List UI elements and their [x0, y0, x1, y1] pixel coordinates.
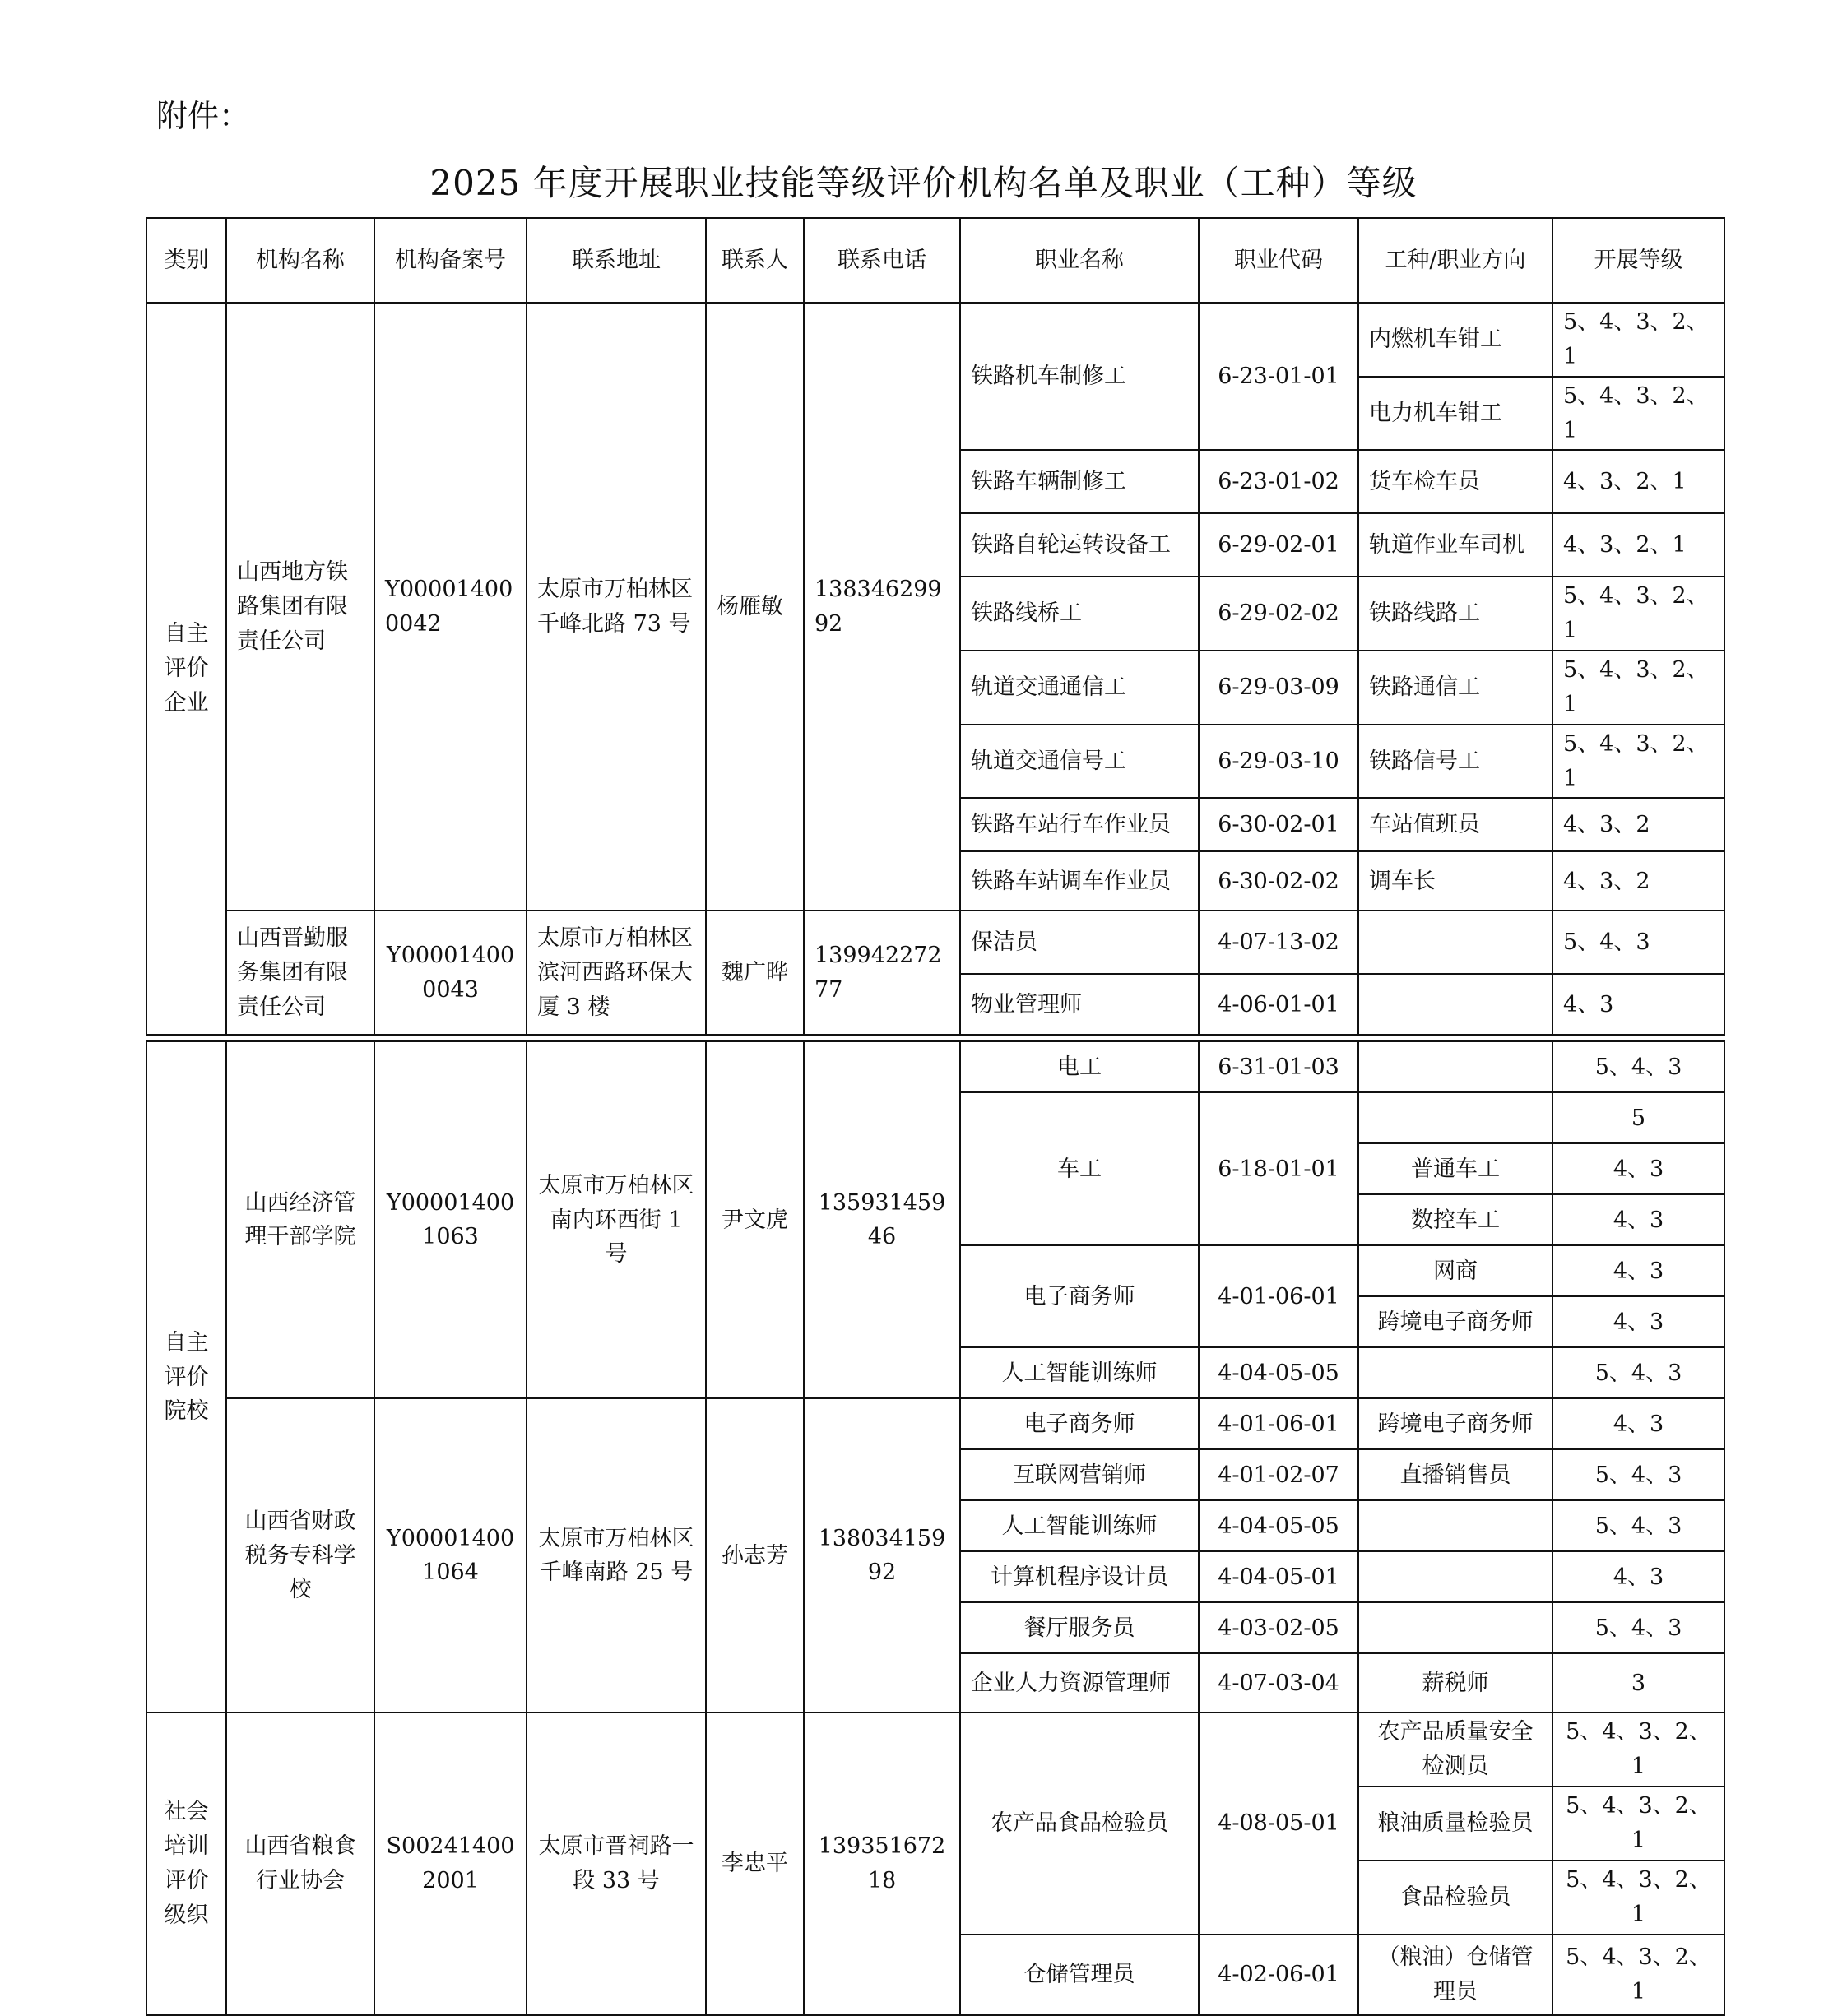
- work-direction: [1358, 974, 1552, 1035]
- work-direction: 电力机车钳工: [1358, 377, 1552, 451]
- levels: 5、4、3、2、1: [1552, 1935, 1724, 2015]
- occupation-name: 计算机程序设计员: [960, 1551, 1199, 1602]
- occupation-name: 仓储管理员: [960, 1935, 1199, 2015]
- column-header: 机构名称: [226, 218, 374, 303]
- category-cell: 自主评价企业: [146, 303, 226, 1035]
- occupation-code: 4-07-13-02: [1199, 911, 1358, 974]
- occupation-code: 6-31-01-03: [1199, 1041, 1358, 1092]
- occupation-name: 餐厅服务员: [960, 1602, 1199, 1653]
- work-direction: 薪税师: [1358, 1653, 1552, 1712]
- work-direction: 普通车工: [1358, 1143, 1552, 1194]
- work-direction: 食品检验员: [1358, 1861, 1552, 1935]
- record-number: Y000014000043: [374, 911, 527, 1035]
- occupation-code: 6-18-01-01: [1199, 1092, 1358, 1245]
- work-direction: 车站值班员: [1358, 798, 1552, 851]
- levels: 5、4、3: [1552, 1602, 1724, 1653]
- category-cell: 社会培训评价级织: [146, 1712, 226, 2014]
- work-direction: [1358, 1092, 1552, 1143]
- work-direction: 铁路线路工: [1358, 577, 1552, 651]
- work-direction: 粮油质量检验员: [1358, 1787, 1552, 1861]
- occupation-code: 4-01-06-01: [1199, 1245, 1358, 1347]
- column-header: 职业代码: [1199, 218, 1358, 303]
- occupation-code: 4-03-02-05: [1199, 1602, 1358, 1653]
- address: 太原市万柏林区千峰北路 73 号: [527, 303, 706, 911]
- work-direction: 跨境电子商务师: [1358, 1398, 1552, 1449]
- levels: 4、3: [1552, 1551, 1724, 1602]
- levels: 5、4、3: [1552, 911, 1724, 974]
- occupation-name: 铁路自轮运转设备工: [960, 513, 1199, 577]
- levels: 4、3、2: [1552, 851, 1724, 911]
- occupation-code: 6-29-02-02: [1199, 577, 1358, 651]
- table-row: [146, 1041, 1724, 1092]
- work-direction: 铁路通信工: [1358, 651, 1552, 725]
- page-title: 2025 年度开展职业技能等级评价机构名单及职业（工种）等级: [429, 163, 1418, 203]
- contact-person: 孙志芳: [706, 1398, 804, 1712]
- occupation-code: 6-29-03-09: [1199, 651, 1358, 725]
- occupation-name: 车工: [960, 1092, 1199, 1245]
- address: 太原市晋祠路一段 33 号: [527, 1712, 706, 2014]
- occupation-code: 4-04-05-01: [1199, 1551, 1358, 1602]
- levels: 5、4、3、2、1: [1552, 303, 1724, 377]
- category-cell: 自主评价院校: [146, 1041, 226, 1712]
- occupation-name: 人工智能训练师: [960, 1500, 1199, 1551]
- occupation-code: 4-02-06-01: [1199, 1935, 1358, 2015]
- levels: 4、3: [1552, 1194, 1724, 1245]
- occupation-code: 6-23-01-01: [1199, 303, 1358, 450]
- occupation-code: 4-07-03-04: [1199, 1653, 1358, 1712]
- phone: 13593145946: [804, 1041, 960, 1398]
- work-direction: 跨境电子商务师: [1358, 1296, 1552, 1347]
- address: 太原市万柏林区南内环西街 1 号: [527, 1041, 706, 1398]
- occupation-code: 4-04-05-05: [1199, 1500, 1358, 1551]
- column-header: 工种/职业方向: [1358, 218, 1552, 303]
- occupation-name: 电工: [960, 1041, 1199, 1092]
- table-row: [146, 911, 1724, 974]
- work-direction: 轨道作业车司机: [1358, 513, 1552, 577]
- work-direction: [1358, 1500, 1552, 1551]
- phone: 13803415992: [804, 1398, 960, 1712]
- occupation-code: 6-29-03-10: [1199, 725, 1358, 799]
- levels: 3: [1552, 1653, 1724, 1712]
- occupation-code: 4-04-05-05: [1199, 1347, 1358, 1398]
- occupation-name: 铁路车辆制修工: [960, 450, 1199, 513]
- levels: 5: [1552, 1092, 1724, 1143]
- table-row: [146, 303, 1724, 377]
- phone: 13994227277: [804, 911, 960, 1035]
- levels: 5、4、3、2、1: [1552, 1861, 1724, 1935]
- levels: 5、4、3: [1552, 1347, 1724, 1398]
- institution-table: [146, 217, 1725, 2016]
- phone: 13935167218: [804, 1712, 960, 2014]
- institution-name: 山西经济管理干部学院: [226, 1041, 374, 1398]
- levels: 5、4、3、2、1: [1552, 725, 1724, 799]
- occupation-name: 农产品食品检验员: [960, 1712, 1199, 1934]
- levels: 4、3: [1552, 1245, 1724, 1296]
- column-header: 联系电话: [804, 218, 960, 303]
- column-header: 职业名称: [960, 218, 1199, 303]
- levels: 4、3: [1552, 974, 1724, 1035]
- work-direction: 数控车工: [1358, 1194, 1552, 1245]
- column-header: 开展等级: [1552, 218, 1724, 303]
- levels: 5、4、3: [1552, 1041, 1724, 1092]
- levels: 5、4、3、2、1: [1552, 1712, 1724, 1787]
- occupation-code: 4-06-01-01: [1199, 974, 1358, 1035]
- levels: 4、3: [1552, 1398, 1724, 1449]
- work-direction: 内燃机车钳工: [1358, 303, 1552, 377]
- occupation-code: 6-23-01-02: [1199, 450, 1358, 513]
- work-direction: （粮油）仓储管理员: [1358, 1935, 1552, 2015]
- work-direction: [1358, 1551, 1552, 1602]
- contact-person: 尹文虎: [706, 1041, 804, 1398]
- work-direction: 农产品质量安全检测员: [1358, 1712, 1552, 1787]
- occupation-name: 铁路线桥工: [960, 577, 1199, 651]
- occupation-name: 铁路机车制修工: [960, 303, 1199, 450]
- levels: 5、4、3: [1552, 1500, 1724, 1551]
- work-direction: [1358, 911, 1552, 974]
- section-gap: [146, 1035, 1724, 1041]
- work-direction: [1358, 1347, 1552, 1398]
- institution-name: 山西省粮食行业协会: [226, 1712, 374, 2014]
- work-direction: 货车检车员: [1358, 450, 1552, 513]
- levels: 5、4、3、2、1: [1552, 651, 1724, 725]
- work-direction: 调车长: [1358, 851, 1552, 911]
- address: 太原市万柏林区滨河西路环保大厦 3 楼: [527, 911, 706, 1035]
- table-header-row: [146, 218, 1724, 303]
- work-direction: 网商: [1358, 1245, 1552, 1296]
- levels: 5、4、3、2、1: [1552, 377, 1724, 451]
- occupation-name: 电子商务师: [960, 1398, 1199, 1449]
- institution-name: 山西晋勤服务集团有限责任公司: [226, 911, 374, 1035]
- occupation-name: 轨道交通信号工: [960, 725, 1199, 799]
- record-number: S002414002001: [374, 1712, 527, 2014]
- levels: 5、4、3、2、1: [1552, 577, 1724, 651]
- occupation-code: 6-30-02-02: [1199, 851, 1358, 911]
- column-header: 类别: [146, 218, 226, 303]
- column-header: 机构备案号: [374, 218, 527, 303]
- column-header: 联系人: [706, 218, 804, 303]
- occupation-name: 电子商务师: [960, 1245, 1199, 1347]
- occupation-name: 物业管理师: [960, 974, 1199, 1035]
- institution-name: 山西省财政税务专科学校: [226, 1398, 374, 1712]
- occupation-code: 4-01-06-01: [1199, 1398, 1358, 1449]
- levels: 5、4、3: [1552, 1449, 1724, 1500]
- contact-person: 魏广晔: [706, 911, 804, 1035]
- occupation-name: 轨道交通通信工: [960, 651, 1199, 725]
- table-row: [146, 1712, 1724, 1787]
- work-direction: [1358, 1602, 1552, 1653]
- levels: 4、3: [1552, 1143, 1724, 1194]
- levels: 5、4、3、2、1: [1552, 1787, 1724, 1861]
- occupation-name: 铁路车站行车作业员: [960, 798, 1199, 851]
- levels: 4、3、2: [1552, 798, 1724, 851]
- work-direction: 铁路信号工: [1358, 725, 1552, 799]
- occupation-code: 6-30-02-01: [1199, 798, 1358, 851]
- attachment-label: 附件：: [156, 98, 251, 134]
- occupation-code: 6-29-02-01: [1199, 513, 1358, 577]
- phone: 13834629992: [804, 303, 960, 911]
- contact-person: 李忠平: [706, 1712, 804, 2014]
- column-header: 联系地址: [527, 218, 706, 303]
- address: 太原市万柏林区千峰南路 25 号: [527, 1398, 706, 1712]
- record-number: Y000014001063: [374, 1041, 527, 1398]
- occupation-code: 4-08-05-01: [1199, 1712, 1358, 1934]
- occupation-name: 保洁员: [960, 911, 1199, 974]
- occupation-name: 互联网营销师: [960, 1449, 1199, 1500]
- institution-name: 山西地方铁路集团有限责任公司: [226, 303, 374, 911]
- occupation-code: 4-01-02-07: [1199, 1449, 1358, 1500]
- occupation-name: 企业人力资源管理师: [960, 1653, 1199, 1712]
- levels: 4、3: [1552, 1296, 1724, 1347]
- work-direction: 直播销售员: [1358, 1449, 1552, 1500]
- levels: 4、3、2、1: [1552, 513, 1724, 577]
- record-number: Y000014001064: [374, 1398, 527, 1712]
- table-row: [146, 1398, 1724, 1449]
- occupation-name: 人工智能训练师: [960, 1347, 1199, 1398]
- contact-person: 杨雁敏: [706, 303, 804, 911]
- work-direction: [1358, 1041, 1552, 1092]
- levels: 4、3、2、1: [1552, 450, 1724, 513]
- record-number: Y000014000042: [374, 303, 527, 911]
- occupation-name: 铁路车站调车作业员: [960, 851, 1199, 911]
